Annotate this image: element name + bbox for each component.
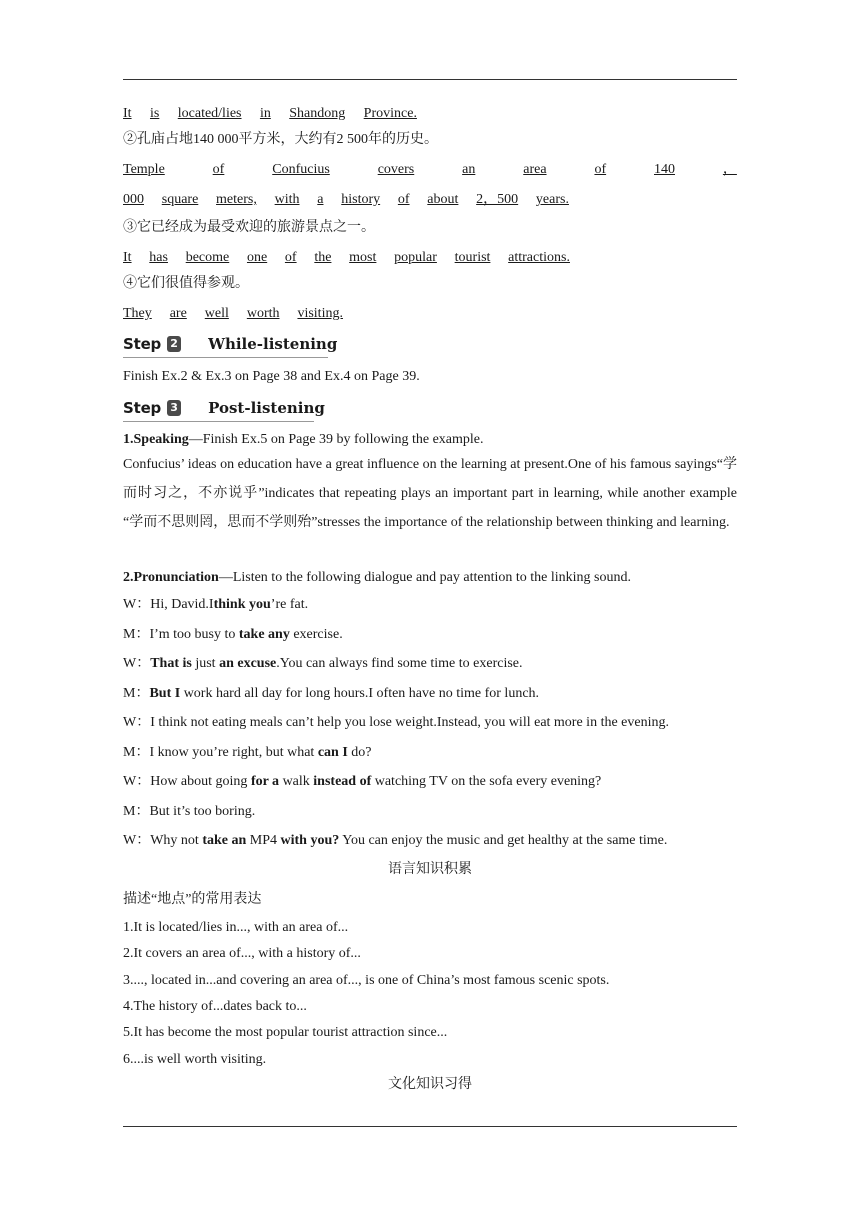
step-2-text: Finish Ex.2 & Ex.3 on Page 38 and Ex.4 on Page 39. — [123, 369, 420, 384]
answer-word: Confucius — [272, 162, 330, 177]
pronunciation-instruction: —Listen to the following dialogue and pay attention to the linking sound. — [218, 570, 631, 585]
linking-phrase: can I — [317, 744, 348, 760]
expression-item: 3...., located in...and covering an area of..., is one of China’s most famous scenic spots. — [123, 972, 610, 988]
step-word: Step — [123, 335, 162, 353]
answer-word: 000 — [123, 192, 144, 207]
answer-word: become — [185, 250, 230, 265]
step-3-underline — [123, 421, 314, 422]
answer-word: has — [149, 250, 168, 265]
answer-word: of — [594, 162, 607, 177]
speaking-heading — [123, 431, 737, 449]
dialogue-line — [123, 596, 737, 614]
dialogue-text: You can enjoy the music and get healthy at the same time. — [339, 833, 668, 848]
dialogue-text: exercise. — [289, 626, 343, 642]
linking-phrase: with you? — [280, 833, 340, 848]
dialogue-text: M： — [123, 685, 150, 701]
linking-phrase: instead of — [313, 774, 372, 789]
dialogue-text: do? — [347, 744, 372, 760]
answer-word: with — [274, 192, 300, 207]
answer-word: about — [427, 192, 459, 207]
answer-word: It — [123, 106, 132, 121]
step-2-heading — [123, 332, 337, 356]
answer-3 — [123, 249, 570, 267]
step-title: While-listening — [208, 335, 338, 353]
answer-word: well — [204, 306, 229, 321]
expressions-title: 描述“地点”的常用表达 — [123, 892, 262, 907]
expression-item: 4.The history of...dates back to... — [123, 998, 307, 1014]
dialogue-text: W：How about going — [123, 774, 251, 789]
dialogue-line — [123, 685, 737, 703]
dialogue-text: M：But it’s too boring. — [123, 803, 256, 819]
dialogue-text: .You can always find some time to exercise. — [276, 656, 523, 671]
answer-word: of — [284, 250, 297, 265]
answer-word: 140 — [654, 162, 675, 177]
answer-word: of — [212, 162, 225, 177]
culture-title: 文化知识习得 — [388, 1077, 472, 1092]
bottom-rule — [123, 1126, 737, 1127]
dialogue-text: M：I’m too busy to — [123, 626, 239, 642]
step-word: Step — [123, 399, 162, 417]
answer-word: most — [349, 250, 377, 265]
step-2-underline — [123, 357, 328, 358]
speaking-instruction: —Finish Ex.5 on Page 39 by following the example. — [188, 432, 484, 447]
expression-item: 1.It is located/lies in..., with an area of... — [123, 920, 349, 935]
knowledge-title: 语言知识积累 — [388, 862, 472, 877]
speaking-label: Speaking — [133, 432, 189, 447]
expression-item: 2.It covers an area of..., with a history of... — [123, 946, 361, 962]
answer-word: years. — [535, 192, 569, 207]
pronunciation-label: Pronunciation — [133, 570, 219, 585]
answer-word: Temple — [123, 162, 165, 177]
answer-word: located/lies — [177, 106, 242, 121]
dialogue-line — [123, 803, 737, 821]
top-rule — [123, 79, 737, 80]
dialogue-text: just — [191, 656, 220, 671]
answer-word: meters, — [216, 192, 257, 207]
answer-4 — [123, 305, 343, 323]
dialogue-text: walk — [279, 774, 314, 789]
answer-2-line-1 — [123, 161, 737, 179]
answer-2-line-2 — [123, 191, 569, 209]
answer-word: covers — [377, 162, 415, 177]
dialogue-text: work hard all day for long hours.I often have no time for lunch. — [180, 685, 540, 701]
linking-phrase: But I — [149, 685, 181, 701]
answer-word: They — [123, 306, 152, 321]
answer-word: worth — [246, 306, 280, 321]
dialogue-line — [123, 655, 737, 673]
dialogue-line — [123, 773, 737, 791]
answer-word: square — [161, 192, 199, 207]
pronunciation-heading — [123, 569, 737, 587]
dialogue-text: W：I think not eating meals can’t help you lose weight.Instead, you will eat more in the evening. — [123, 715, 669, 730]
expression-item: 6....is well worth visiting. — [123, 1051, 267, 1067]
answer-word: is — [149, 106, 160, 121]
dialogue-line — [123, 832, 737, 850]
dialogue-text: MP4 — [246, 833, 281, 848]
linking-phrase: for a — [250, 774, 280, 789]
answer-word: It — [123, 250, 132, 265]
question-3: ③它已经成为最受欢迎的旅游景点之一。 — [123, 220, 375, 235]
question-4: ④它们很值得参观。 — [123, 276, 249, 291]
answer-word: area — [523, 162, 547, 177]
linking-phrase: think you — [213, 597, 271, 612]
answer-word: are — [169, 306, 187, 321]
answer-word: history — [341, 192, 381, 207]
answer-word: an — [462, 162, 476, 177]
answer-word: visiting. — [297, 306, 343, 321]
answer-word: ， — [722, 162, 737, 177]
answer-word: tourist — [454, 250, 491, 265]
dialogue-line — [123, 714, 737, 732]
linking-phrase: take an — [202, 833, 247, 848]
dialogue-text: watching TV on the sofa every evening? — [371, 774, 602, 789]
answer-word: 2，500 — [476, 192, 519, 207]
dialogue-text: ’re fat. — [270, 597, 309, 612]
step-title: Post-listening — [208, 399, 325, 417]
answer-word: popular — [394, 250, 437, 265]
answer-1 — [123, 105, 417, 123]
speaking-number: 1. — [123, 432, 134, 447]
question-2: ②孔庙占地140 000平方米，大约有2 500年的历史。 — [123, 132, 438, 147]
answer-word: Province. — [363, 106, 417, 121]
answer-word: attractions. — [508, 250, 570, 265]
step-3-heading — [123, 396, 325, 420]
linking-phrase: an excuse — [219, 656, 277, 671]
expression-item: 5.It has become the most popular tourist attraction since... — [123, 1025, 448, 1041]
step-number-badge: 3 — [167, 400, 181, 416]
dialogue-line — [123, 626, 737, 644]
answer-word: a — [317, 192, 324, 207]
answer-word: in — [259, 106, 271, 121]
answer-word: one — [246, 250, 268, 265]
speaking-paragraph: Confucius’ ideas on education have a great influence on the learning at present.One of his famous sayings“学而时习之，不亦说乎”indicates that repeating plays an important part in learning, while another example “学而不思则罔，思而不学则殆”stresses the importance of the relationship between thinking and learning. — [123, 457, 737, 530]
answer-word: of — [397, 192, 410, 207]
linking-phrase: That is — [150, 656, 192, 671]
dialogue-text: M：I know you’re right, but what — [123, 744, 318, 760]
answer-word: the — [314, 250, 332, 265]
step-number-badge: 2 — [167, 336, 181, 352]
dialogue-line — [123, 744, 737, 762]
pronunciation-number: 2. — [123, 570, 134, 585]
answer-word: Shandong — [289, 106, 346, 121]
dialogue-text: W：Hi, David.I — [123, 597, 214, 612]
dialogue-text: W：Why not — [123, 833, 203, 848]
dialogue-text: W： — [123, 656, 151, 671]
linking-phrase: take any — [238, 626, 290, 642]
